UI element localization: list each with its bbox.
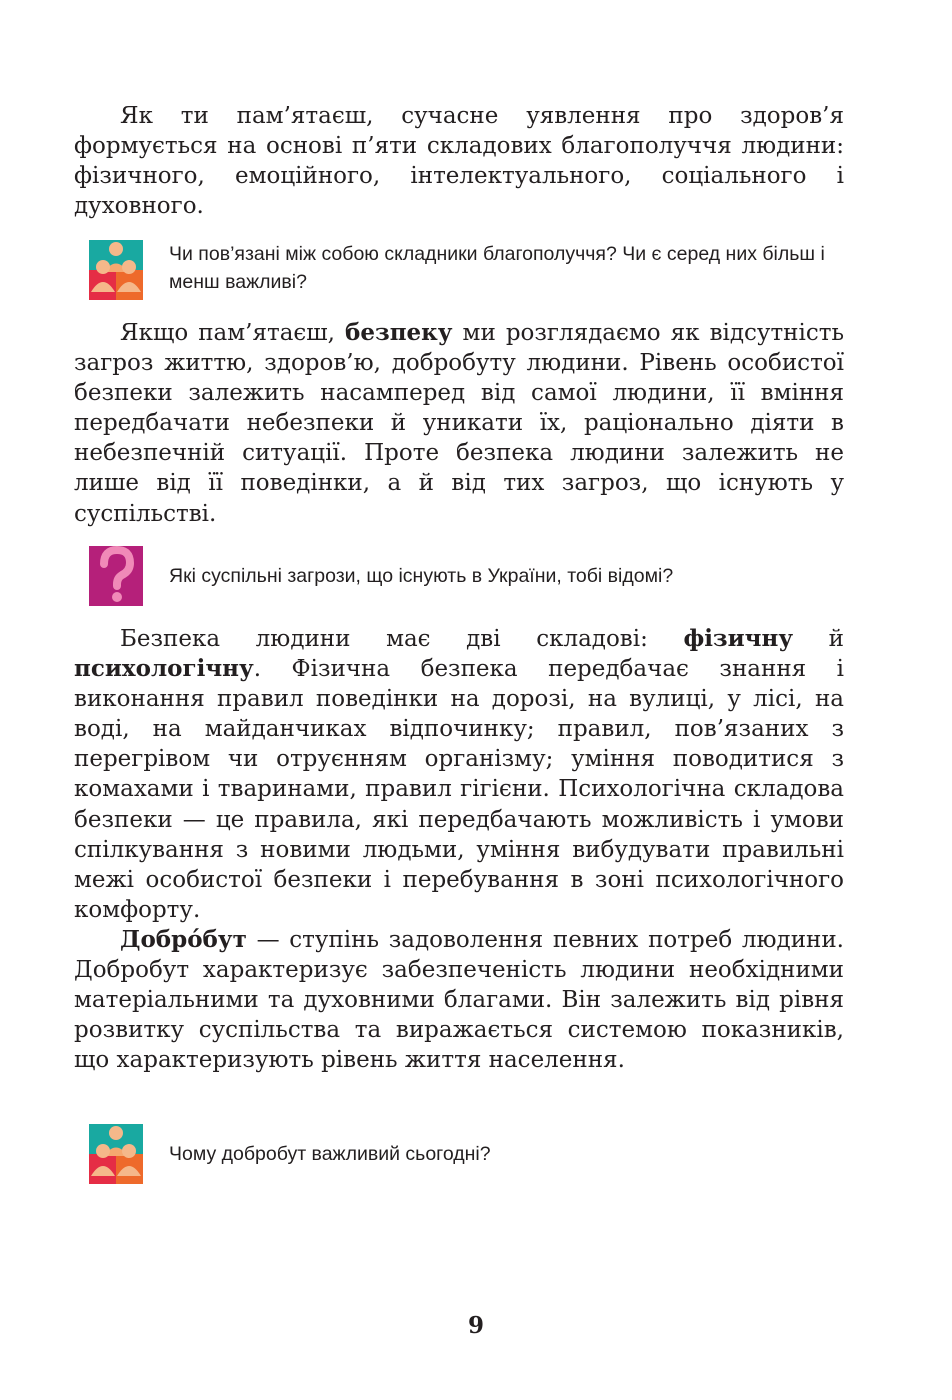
paragraph-text: . Фізична безпека передбачає знання і виконання правил поведінки на дорозі, на вулиці, у лісі, на воді, на майданчиках відпочинку; правил, пов’язаних з перегрівом чи отруєнням організму; уміння поводитися з комахами і тваринами, правил гігієни. Психологічна складова безпеки — це правила, які передбачають можливість і умови спілкування з новими людьми, уміння вибудувати правильні межі особистої безпеки і перебування в зоні психологічного комфорту.	[74, 656, 844, 923]
paragraph-text: Безпека людини має дві складові:	[120, 626, 684, 652]
question-callout-threats	[89, 546, 849, 606]
paragraph-safety	[74, 318, 844, 529]
page-number: 9	[467, 1312, 484, 1339]
paragraph-welfare	[74, 925, 844, 1075]
term-physical: фізичну	[683, 625, 794, 652]
paragraph-health-components	[74, 101, 844, 221]
paragraph-safety-components	[74, 624, 844, 925]
question-mark-icon	[89, 546, 143, 606]
discussion-callout-wellbeing	[89, 240, 849, 300]
term-dobrobut: Добро́бут	[120, 926, 247, 953]
paragraph-text: Як ти пам’ятаєш, сучасне уявлення про здоров’я формується на основі п’яти складових благополуччя людини: фізичного, емоційного, інтелектуального, соціального і духовного.	[74, 103, 844, 220]
group-discussion-icon	[89, 240, 143, 300]
paragraph-text: — ступінь задоволення певних потреб людини. Добробут характеризує забезпеченість людини необхідними матеріальними та духовними благами. Він залежить від рівня розвитку суспільства та виражається системою показників, що характеризують рівень життя населення.	[74, 927, 844, 1074]
term-psychological: психологічну	[74, 655, 254, 683]
paragraph-text: й	[793, 626, 844, 652]
group-discussion-icon	[89, 1124, 143, 1184]
term-bezpeka: безпеку	[345, 319, 453, 346]
paragraph-text: Якщо пам’ятаєш,	[120, 320, 346, 346]
callout-question-text: Чому добробут важливий сьогодні?	[169, 1143, 491, 1165]
paragraph-text: ми розглядаємо як відсутність загроз життю, здоров’ю, добробуту людини. Рівень особистої безпеки залежить насамперед від самої людини, її вміння передбачати небезпеки й уникати їх, раціонально діяти в небезпечній ситуації. Проте безпека людини залежить не лише від її поведінки, а й від тих загроз, що існують у суспільстві.	[74, 320, 844, 527]
discussion-callout-welfare	[89, 1124, 849, 1184]
callout-question-text: Які суспільні загрози, що існують в України, тобі відомі?	[169, 565, 674, 587]
callout-question-text: Чи пов’язані між собою складники благополуччя? Чи є серед них більш і менш важливі?	[169, 243, 825, 293]
